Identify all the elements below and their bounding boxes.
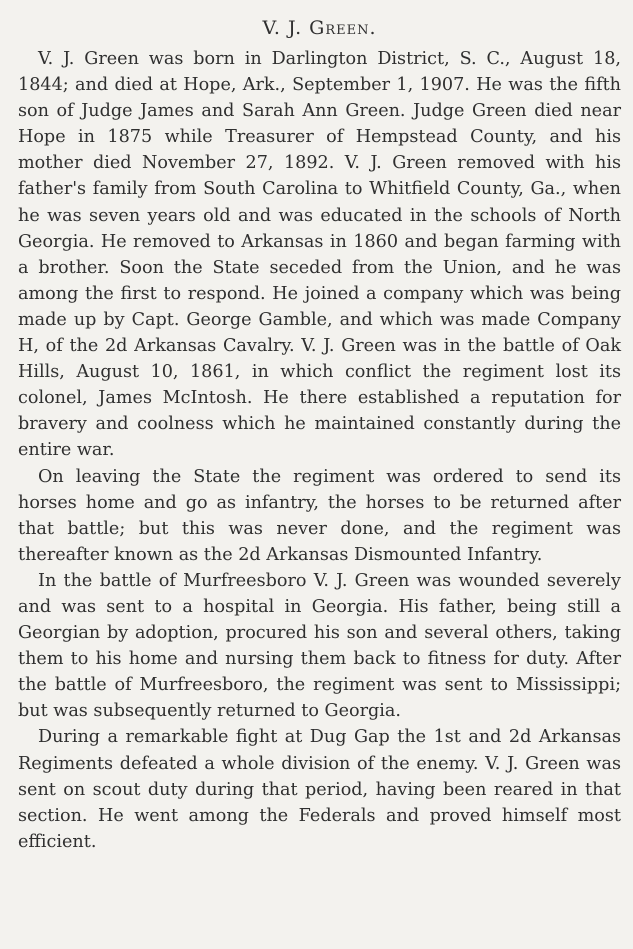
document-body bbox=[18, 46, 621, 855]
paragraph-2: On leaving the State the regiment was ordered to send its horses home and go as infantry, the horses to be returned after that battle; but this was never done, and the regiment was thereafter known as the 2d Arkansas Dismounted Infantry. bbox=[18, 466, 621, 565]
paragraph-1: V. J. Green was born in Darlington District, S. C., August 18, 1844; and died at Hope, Ark., September 1, 1907. He was the fifth son of Judge James and Sarah Ann Green. Judge Green died near Hope in 1875 while Treasurer of Hempstead County, and his mother died November 27, 1892. V. J. Green removed with his father's family from South Carolina to Whitfield County, Ga., when he was seven years old and was educated in the schools of North Georgia. He removed to Arkansas in 1860 and began farming with a brother. Soon the State seceded from the Union, and he was among the first to respond. He joined a company which was being made up by Capt. George Gamble, and which was made Company H, of the 2d Arkansas Cavalry. V. J. Green was in the battle of Oak Hills, August 10, 1861, in which conflict the regiment lost its colonel, James McIntosh. He there established a reputation for bravery and coolness which he maintained constantly during the entire war. bbox=[18, 49, 621, 461]
page-title: V. J. Green. bbox=[262, 17, 377, 39]
paragraph-4: During a remarkable fight at Dug Gap the 1st and 2d Arkansas Regiments defeated a whole division of the enemy. V. J. Green was sent on scout duty during that period, having been reared in that section. He went among the Federals and proved himself most efficient. bbox=[18, 727, 621, 852]
paragraph-3: In the battle of Murfreesboro V. J. Green was wounded severely and was sent to a hospital in Georgia. His father, being still a Georgian by adoption, procured his son and several others, taking them to his home and nursing them back to fitness for duty. After the battle of Murfreesboro, the regiment was sent to Mississippi; but was subsequently returned to Georgia. bbox=[18, 570, 621, 722]
